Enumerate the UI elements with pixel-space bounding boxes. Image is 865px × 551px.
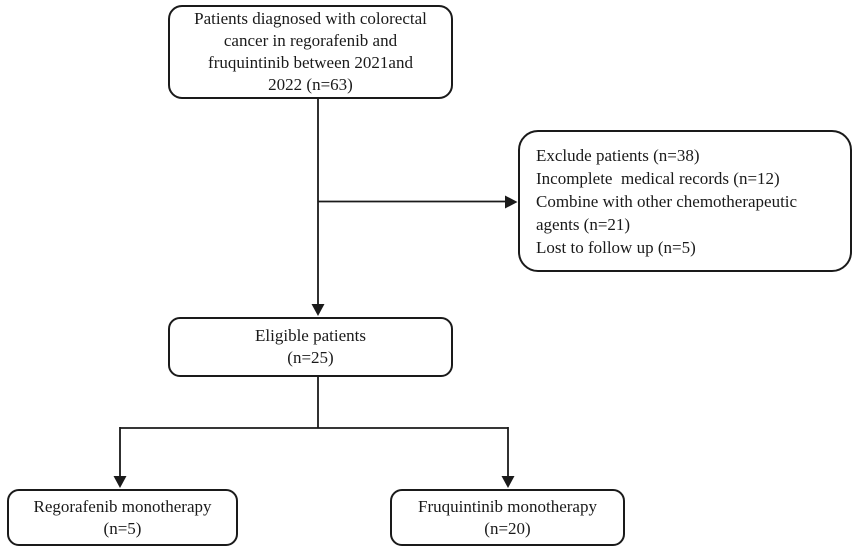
arrowhead-to-fruquintinib (502, 476, 515, 488)
node-text-line: Combine with other chemotherapeutic (536, 191, 798, 211)
node-text-line: (n=5) (103, 518, 142, 538)
node-text-line: Regorafenib monotherapy (33, 496, 212, 516)
node-text-line: Patients diagnosed with colorectal (194, 9, 427, 28)
node-text-line: agents (n=21) (536, 214, 631, 234)
node-excluded-patients (518, 130, 852, 272)
arrowhead-to-regorafenib (114, 476, 127, 488)
arrowhead-to-eligible (312, 304, 325, 316)
node-text-line: 2022 (n=63) (268, 75, 353, 94)
node-text-line: (n=25) (287, 348, 334, 367)
node-initial-patients (168, 5, 453, 99)
node-text-line: cancer in regorafenib and (223, 31, 398, 50)
node-text-line: Exclude patients (n=38) (536, 145, 700, 165)
arrowhead-to-excluded (505, 196, 518, 209)
node-eligible-patients (168, 317, 453, 377)
node-regorafenib-monotherapy (7, 489, 238, 546)
node-text-line: Eligible patients (255, 326, 366, 345)
node-fruquintinib-monotherapy (390, 489, 625, 546)
node-text-line: Incomplete medical records (n=12) (536, 168, 780, 188)
node-text-line: Fruquintinib monotherapy (418, 496, 597, 516)
node-text-line: Lost to follow up (n=5) (536, 237, 696, 257)
node-text-line: (n=20) (484, 518, 531, 538)
node-text-line: fruquintinib between 2021and (208, 53, 413, 72)
